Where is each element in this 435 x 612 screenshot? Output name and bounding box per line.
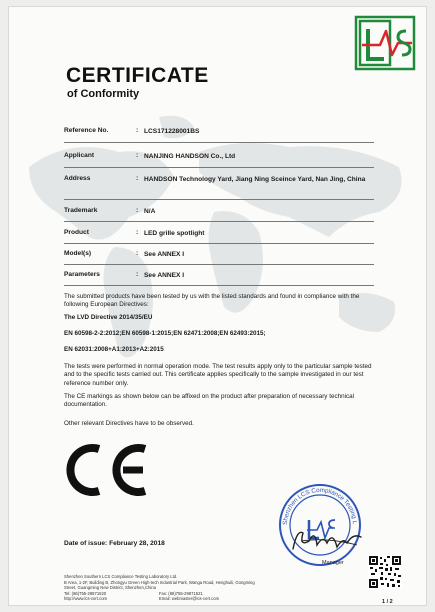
field-value-parameters: See ANNEX I (144, 272, 185, 279)
field-value-applicant: NANJING HANDSON Co., Ltd (144, 153, 236, 160)
footer-fax: Fax: (86)755-29871521 (159, 590, 203, 596)
certificate-page (8, 6, 427, 606)
svg-text:Shenzhen LCS Compliance Testin (277, 482, 358, 525)
footer-address (64, 574, 334, 602)
footer-web[interactable]: http://www.lcs-cert.com (64, 596, 108, 602)
date-of-issue: Date of issue: February 28, 2018 (64, 540, 165, 547)
colon: : (136, 271, 139, 278)
colon: : (136, 207, 139, 214)
colon: : (136, 152, 139, 159)
footer-tel: Tel: (86)755-29871520 (64, 590, 107, 596)
divider (64, 243, 374, 244)
field-label-applicant: Applicant (64, 152, 95, 159)
footer-line-1: Shenzhen Southern LCS Compliance Testing Laboratory Ltd. (64, 574, 178, 579)
signature (287, 523, 367, 557)
colon: : (136, 175, 139, 182)
stamp-text: Shenzhen LCS Compliance Testing L (281, 486, 359, 526)
footer-line-2: B Area, 1-2F, Building B, Zhongyu Green High-tech Industrial Park, Wanga Road, Henghuili, Gongming (64, 579, 255, 585)
footer-line-3: Street, Guangming New District, Shenzhen,China (64, 585, 156, 591)
field-value-models: See ANNEX I (144, 251, 185, 258)
field-label-product: Product (64, 229, 89, 236)
page-number: 1 / 2 (382, 599, 393, 605)
qr-code (368, 555, 402, 589)
other-directives-line: Other relevant Directives have to be observed. (64, 420, 194, 427)
field-value-product: LED grille spotlight (144, 230, 205, 237)
lcs-logo (354, 15, 416, 71)
certificate-subtitle: of Conformity (67, 88, 140, 100)
divider (64, 221, 374, 222)
footer-email[interactable]: Email: webmaster@lcs-cert.com (159, 596, 220, 602)
footer-web-row (64, 596, 334, 602)
ce-mark (61, 443, 153, 497)
divider (64, 142, 374, 143)
field-label-address: Address (64, 175, 91, 182)
divider (64, 264, 374, 265)
colon: : (136, 127, 139, 134)
divider (64, 285, 374, 286)
directive-line: The LVD Directive 2014/35/EU (64, 314, 153, 321)
field-label-parameters: Parameters (64, 271, 100, 278)
field-label-models: Model(s) (64, 250, 92, 257)
divider (64, 167, 374, 168)
standards-line-1: EN 60598-2-2:2012;EN 60598-1:2015;EN 62471:2008;EN 62493:2015; (64, 330, 266, 337)
colon: : (136, 250, 139, 257)
colon: : (136, 229, 139, 236)
standards-line-2: EN 62031:2008+A1:2013+A2:2015 (64, 346, 164, 353)
field-value-reference: LCS171228001BS (144, 128, 200, 135)
certificate-title: CERTIFICATE (66, 64, 209, 87)
field-value-trademark: N/A (144, 208, 156, 215)
tests-paragraph: The tests were performed in normal operation mode. The test results apply only to the particular sample tested and to the specific tests carried out. This certificate applies specifically to the sample investigated in our test reference number only. (64, 363, 372, 387)
ce-note-paragraph: The CE markings as shown below can be affixed on the product after preparation of necessary technical documentation. (64, 393, 355, 409)
intro-paragraph: The submitted products have been tested by us with the listed standards and found in compliance with the following European Directives: (64, 293, 360, 309)
field-value-address: HANDSON Technology Yard, Jiang Ning Sceince Yard, Nan Jing, China (144, 176, 366, 183)
field-label-reference: Reference No. (64, 127, 109, 134)
field-label-trademark: Trademark (64, 207, 98, 214)
divider (64, 199, 374, 200)
manager-label: Manager (322, 560, 344, 566)
